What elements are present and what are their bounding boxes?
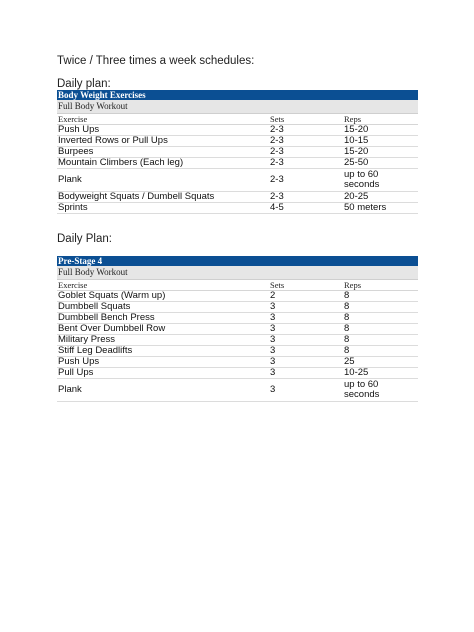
reps-cell: 8 [343,335,418,346]
table-header-row [57,114,418,125]
sets-cell: 4-5 [269,203,343,214]
sets-cell: 3 [269,346,343,357]
sets-cell: 3 [269,379,343,402]
reps-cell: 10-15 [343,136,418,147]
table-subtitle-row [57,266,418,280]
sets-cell: 3 [269,313,343,324]
column-header-sets: Sets [269,114,343,125]
sets-cell: 2-3 [269,192,343,203]
table-row [57,379,418,402]
plan1-heading: Daily plan: [57,78,111,90]
table-row [57,324,418,335]
exercise-cell: Military Press [57,335,269,346]
table-subtitle: Full Body Workout [57,100,418,114]
plan1-table [57,90,418,214]
exercise-cell: Dumbbell Squats [57,302,269,313]
reps-cell: 50 meters [343,203,418,214]
reps-cell: up to 60 seconds [343,169,418,192]
exercise-cell: Plank [57,169,269,192]
exercise-cell: Pull Ups [57,368,269,379]
reps-cell: 20-25 [343,192,418,203]
exercise-cell: Dumbbell Bench Press [57,313,269,324]
reps-cell: 15-20 [343,125,418,136]
intro-text: Twice / Three times a week schedules: [57,55,255,67]
reps-cell: 15-20 [343,147,418,158]
table-row [57,291,418,302]
exercise-cell: Stiff Leg Deadlifts [57,346,269,357]
column-header-reps: Reps [343,280,418,291]
exercise-cell: Burpees [57,147,269,158]
column-header-exercise: Exercise [57,114,269,125]
sets-cell: 2-3 [269,158,343,169]
table-row [57,302,418,313]
sets-cell: 3 [269,368,343,379]
sets-cell: 3 [269,357,343,368]
table-row [57,125,418,136]
plan2-heading: Daily Plan: [57,233,112,245]
reps-cell: 25-50 [343,158,418,169]
table-title-row [57,90,418,100]
sets-cell: 2-3 [269,147,343,158]
table-header-row [57,280,418,291]
reps-cell: 8 [343,346,418,357]
column-header-reps: Reps [343,114,418,125]
reps-cell: up to 60 seconds [343,379,418,402]
table-row [57,169,418,192]
reps-cell: 8 [343,291,418,302]
table-row [57,158,418,169]
reps-cell: 10-25 [343,368,418,379]
table-subtitle-row [57,100,418,114]
sets-cell: 3 [269,324,343,335]
table-title-row [57,256,418,266]
table-title: Pre-Stage 4 [57,256,418,266]
table-row [57,313,418,324]
table-row [57,147,418,158]
reps-cell: 8 [343,324,418,335]
table-row [57,136,418,147]
sets-cell: 2 [269,291,343,302]
table-row [57,346,418,357]
column-header-exercise: Exercise [57,280,269,291]
exercise-cell: Inverted Rows or Pull Ups [57,136,269,147]
reps-cell: 25 [343,357,418,368]
table-row [57,192,418,203]
exercise-cell: Push Ups [57,357,269,368]
sets-cell: 2-3 [269,136,343,147]
exercise-cell: Sprints [57,203,269,214]
sets-cell: 3 [269,302,343,313]
exercise-cell: Bodyweight Squats / Dumbell Squats [57,192,269,203]
reps-cell: 8 [343,313,418,324]
table-row [57,357,418,368]
sets-cell: 2-3 [269,169,343,192]
exercise-cell: Plank [57,379,269,402]
table-subtitle: Full Body Workout [57,266,418,280]
table-row [57,368,418,379]
plan2-table [57,256,418,402]
reps-cell: 8 [343,302,418,313]
column-header-sets: Sets [269,280,343,291]
exercise-cell: Mountain Climbers (Each leg) [57,158,269,169]
exercise-cell: Bent Over Dumbbell Row [57,324,269,335]
table-row [57,335,418,346]
exercise-cell: Push Ups [57,125,269,136]
exercise-cell: Goblet Squats (Warm up) [57,291,269,302]
sets-cell: 3 [269,335,343,346]
table-title: Body Weight Exercises [57,90,418,100]
sets-cell: 2-3 [269,125,343,136]
table-row [57,203,418,214]
